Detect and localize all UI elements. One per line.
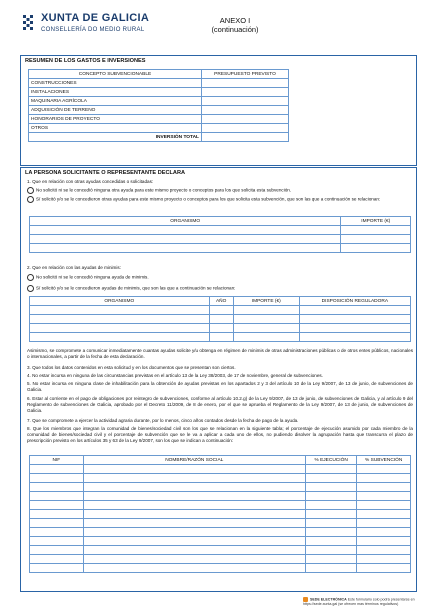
col-subsidy-header: % SUBVENCIÓN <box>357 456 411 465</box>
table-cell[interactable] <box>305 555 356 564</box>
table-row <box>30 235 411 244</box>
table-cell[interactable] <box>357 519 411 528</box>
table-row <box>29 106 289 115</box>
option-label: Sí solicitó y/o se le concedieron otras ayudas para este mismo proyecto o conceptos para los que solicita esta subvención, que son las que a continuación se relacionan: <box>36 196 381 202</box>
table-row <box>30 465 411 474</box>
table-row <box>30 537 411 546</box>
table-cell[interactable] <box>209 324 233 333</box>
col-amount-header: IMPORTE (€) <box>341 217 411 226</box>
col-organism-header: ORGANISMO <box>30 217 341 226</box>
concept-cell: ADQUISICIÓN DE TERRENO <box>29 106 202 115</box>
total-row <box>29 133 289 142</box>
table-cell[interactable] <box>299 333 410 342</box>
table-cell[interactable] <box>30 510 84 519</box>
brand-department: CONSELLERÍA DO MEDIO RURAL <box>41 27 145 33</box>
table-cell[interactable] <box>357 474 411 483</box>
budget-cell[interactable] <box>201 97 288 106</box>
table-row <box>30 510 411 519</box>
table-row <box>30 474 411 483</box>
table-cell[interactable] <box>209 333 233 342</box>
table-cell[interactable] <box>233 315 299 324</box>
radio-button[interactable] <box>27 187 34 194</box>
table-cell[interactable] <box>83 555 305 564</box>
table-cell[interactable] <box>341 235 411 244</box>
concept-cell: OTROS <box>29 124 202 133</box>
budget-cell[interactable] <box>201 79 288 88</box>
col-amount-header: IMPORTE (€) <box>233 297 299 306</box>
table-row <box>30 333 411 342</box>
q1-option-yes[interactable] <box>27 196 412 203</box>
table-cell[interactable] <box>341 226 411 235</box>
concept-cell: HONORARIOS DE PROYECTO <box>29 115 202 124</box>
table-cell[interactable] <box>83 537 305 546</box>
table-cell[interactable] <box>83 510 305 519</box>
table-row <box>30 244 411 253</box>
declaration-item-5: 5. No estar incursa en ninguna clase de inhabilitación para la obtención de ayudas previstas en los apartados 2 y 3 del artículo 10 de la Ley 9/2007, de 13 de junio, de subvenciones de Galicia. <box>27 381 413 392</box>
table-cell[interactable] <box>357 528 411 537</box>
table-row <box>29 115 289 124</box>
table-row <box>30 226 411 235</box>
concept-cell: INSTALACIONES <box>29 88 202 97</box>
declaration-item-3: 3. Que todos los datos contenidos en esta solicitud y en los documentos que se presentan son ciertos. <box>27 365 236 370</box>
table-cell[interactable] <box>83 465 305 474</box>
table-cell[interactable] <box>30 546 84 555</box>
table-row <box>30 528 411 537</box>
col-budget-header: PRESUPUESTO PREVISTO <box>201 70 288 79</box>
table-cell[interactable] <box>209 306 233 315</box>
radio-button[interactable] <box>27 196 34 203</box>
table-cell[interactable] <box>305 465 356 474</box>
table-cell[interactable] <box>357 555 411 564</box>
radio-button[interactable] <box>27 285 34 292</box>
table-row <box>29 124 289 133</box>
table-cell[interactable] <box>30 492 84 501</box>
table-cell[interactable] <box>305 537 356 546</box>
members-table <box>29 455 411 573</box>
table-cell[interactable] <box>357 510 411 519</box>
table-cell[interactable] <box>83 492 305 501</box>
q2-option-yes[interactable] <box>27 285 412 292</box>
table-cell[interactable] <box>305 474 356 483</box>
table-cell[interactable] <box>357 546 411 555</box>
table-row <box>30 306 411 315</box>
q2-option-no[interactable] <box>27 274 412 281</box>
declaration-item-7: 7. Que se compromete a ejercer la actividad agraria durante, por lo menos, cinco años contados desde la fecha de pago de la ayuda. <box>27 418 299 423</box>
col-year-header: AÑO <box>209 297 233 306</box>
radio-button[interactable] <box>27 274 34 281</box>
table-cell[interactable] <box>30 333 210 342</box>
table-row <box>29 79 289 88</box>
table-row <box>30 324 411 333</box>
table-cell[interactable] <box>30 465 84 474</box>
table-row <box>30 519 411 528</box>
table-cell[interactable] <box>305 492 356 501</box>
col-execution-header: % EJECUCIÓN <box>305 456 356 465</box>
col-nif-header: NIF <box>30 456 84 465</box>
concept-cell: MAQUINARIA AGRÍCOLA <box>29 97 202 106</box>
annex-heading <box>205 16 265 34</box>
minimis-table <box>29 296 411 342</box>
table-cell[interactable] <box>30 519 84 528</box>
col-name-header: NOMBRE/RAZÓN SOCIAL <box>83 456 305 465</box>
table-cell[interactable] <box>30 474 84 483</box>
table-cell[interactable] <box>357 537 411 546</box>
table-cell[interactable] <box>233 333 299 342</box>
budget-cell[interactable] <box>201 106 288 115</box>
table-cell[interactable] <box>233 324 299 333</box>
table-row <box>30 546 411 555</box>
table-cell[interactable] <box>30 306 210 315</box>
table-cell[interactable] <box>30 501 84 510</box>
table-cell[interactable] <box>357 564 411 573</box>
minimis-commitment-text: Asimismo, se compromete a comunicar inmediatamente cuantas ayudas solicite y/u obtenga en régimen de minimis de otras administraciones públicas o de otros entes públicos, nacionales o internacionales, a partir de la fecha de esta declaración. <box>27 348 413 359</box>
other-aids-table <box>29 216 411 253</box>
table-cell[interactable] <box>357 492 411 501</box>
declaration-item-8: 8. Que los miembros que integran la comunidad de bienes/sociedad civil son los que se relacionan en la siguiente tabla; el porcentaje de ejecución asumido por cada miembro de la comunidad de bienes/sociedad civil y el porcentaje de subvención que se le va a aplicar a cada uno de ellos, no pudiendo disolver la agrupación hasta que transcurra el plazo de prescripción previsto en los artículos 35 y 63 de la Ley 9/2007, son los que se indican a continuación: <box>27 426 413 443</box>
col-concept-header: CONCEPTO SUBVENCIONABLE <box>29 70 202 79</box>
table-cell[interactable] <box>305 501 356 510</box>
budget-cell[interactable] <box>201 124 288 133</box>
table-cell[interactable] <box>305 483 356 492</box>
table-row <box>29 88 289 97</box>
declaration-item-4: 4. No estar incursa en ninguna de las circunstancias previstas en el artículo 13 de la Ley 38/2003, de 17 de noviembre, general de subvenciones. <box>27 373 323 378</box>
annex-title: ANEXO I <box>219 16 251 25</box>
footer-brand: SEDE ELECTRÓNICA <box>310 597 347 602</box>
expenses-section <box>20 55 417 166</box>
question-2: 2. Que en relación con las ayudas de minimis: <box>27 265 121 270</box>
q1-option-no[interactable] <box>27 187 412 194</box>
table-cell[interactable] <box>305 519 356 528</box>
table-cell[interactable] <box>83 519 305 528</box>
table-cell[interactable] <box>30 564 84 573</box>
expenses-title: RESUMEN DE LOS GASTOS E INVERSIONES <box>25 58 146 64</box>
table-cell[interactable] <box>299 315 410 324</box>
table-cell[interactable] <box>357 483 411 492</box>
table-cell[interactable] <box>299 324 410 333</box>
table-cell[interactable] <box>209 315 233 324</box>
table-cell[interactable] <box>341 244 411 253</box>
col-regulation-header: DISPOSICIÓN REGULADORA <box>299 297 410 306</box>
table-row <box>30 555 411 564</box>
table-cell[interactable] <box>30 537 84 546</box>
xunta-logo-icon <box>21 13 35 33</box>
concept-cell: CONSTRUCCIONES <box>29 79 202 88</box>
budget-cell[interactable] <box>201 88 288 97</box>
total-label: INVERSIÓN TOTAL <box>29 133 202 142</box>
table-cell[interactable] <box>305 546 356 555</box>
table-cell[interactable] <box>83 474 305 483</box>
page-header <box>0 0 439 50</box>
declaration-title: LA PERSONA SOLICITANTE O REPRESENTANTE DECLARA <box>25 170 186 176</box>
table-cell[interactable] <box>83 528 305 537</box>
table-cell[interactable] <box>30 555 84 564</box>
table-row <box>30 483 411 492</box>
table-row <box>30 492 411 501</box>
table-cell[interactable] <box>30 528 84 537</box>
question-1: 1. Que en relación con otras ayudas concedidas o solicitadas: <box>27 179 154 184</box>
table-cell[interactable] <box>30 324 210 333</box>
col-organism-header: ORGANISMO <box>30 297 210 306</box>
table-cell[interactable] <box>83 564 305 573</box>
table-cell[interactable] <box>30 315 210 324</box>
table-cell[interactable] <box>83 483 305 492</box>
table-row <box>30 315 411 324</box>
table-cell[interactable] <box>357 465 411 474</box>
option-label: Sí solicitó y/o se le concedieron ayudas de minimis, que son las que a continuación se relacionan: <box>36 285 236 291</box>
table-cell[interactable] <box>30 226 341 235</box>
table-cell[interactable] <box>30 235 341 244</box>
budget-cell[interactable] <box>201 115 288 124</box>
annex-subtitle: (continuación) <box>211 25 259 34</box>
table-cell[interactable] <box>299 306 410 315</box>
table-cell[interactable] <box>83 546 305 555</box>
total-cell[interactable] <box>201 133 288 142</box>
declaration-item-6: 6. Estar al corriente en el pago de obligaciones por reintegro de subvenciones, conforme al artículo 10.2.g) de la Ley 9/2007, de 13 de junio, de subvenciones de Galicia, y al artículo 9 del Reglamento de subvenciones de Galicia, aprobado por el Decreto 11/2009, de 8 de enero, por el que se aprueba el Reglamento de la Ley 9/2007, de 13 de junio, de subvenciones de Galicia. <box>27 396 413 413</box>
footer-text: Este formulario solo podrá presentarse en https://sede.xunta.gal (se ofrecen mas términos regulativos) <box>303 597 415 606</box>
table-cell[interactable] <box>305 510 356 519</box>
table-cell[interactable] <box>357 501 411 510</box>
table-row <box>30 564 411 573</box>
brand-name: XUNTA DE GALICIA <box>41 12 150 24</box>
table-row <box>29 97 289 106</box>
declaration-section <box>20 167 417 592</box>
page-footer <box>303 597 423 606</box>
expenses-table <box>28 69 289 142</box>
table-row <box>30 501 411 510</box>
table-cell[interactable] <box>233 306 299 315</box>
table-cell[interactable] <box>30 244 341 253</box>
table-cell[interactable] <box>305 564 356 573</box>
table-cell[interactable] <box>30 483 84 492</box>
table-cell[interactable] <box>305 528 356 537</box>
table-cell[interactable] <box>83 501 305 510</box>
option-label: No solicitó ni se le concedió ninguna ayuda de minimis. <box>36 274 149 280</box>
option-label: No solicitó ni se le concedió ninguna otra ayuda para este mismo proyecto o conceptos para los que solicita esta subvención. <box>36 187 292 193</box>
